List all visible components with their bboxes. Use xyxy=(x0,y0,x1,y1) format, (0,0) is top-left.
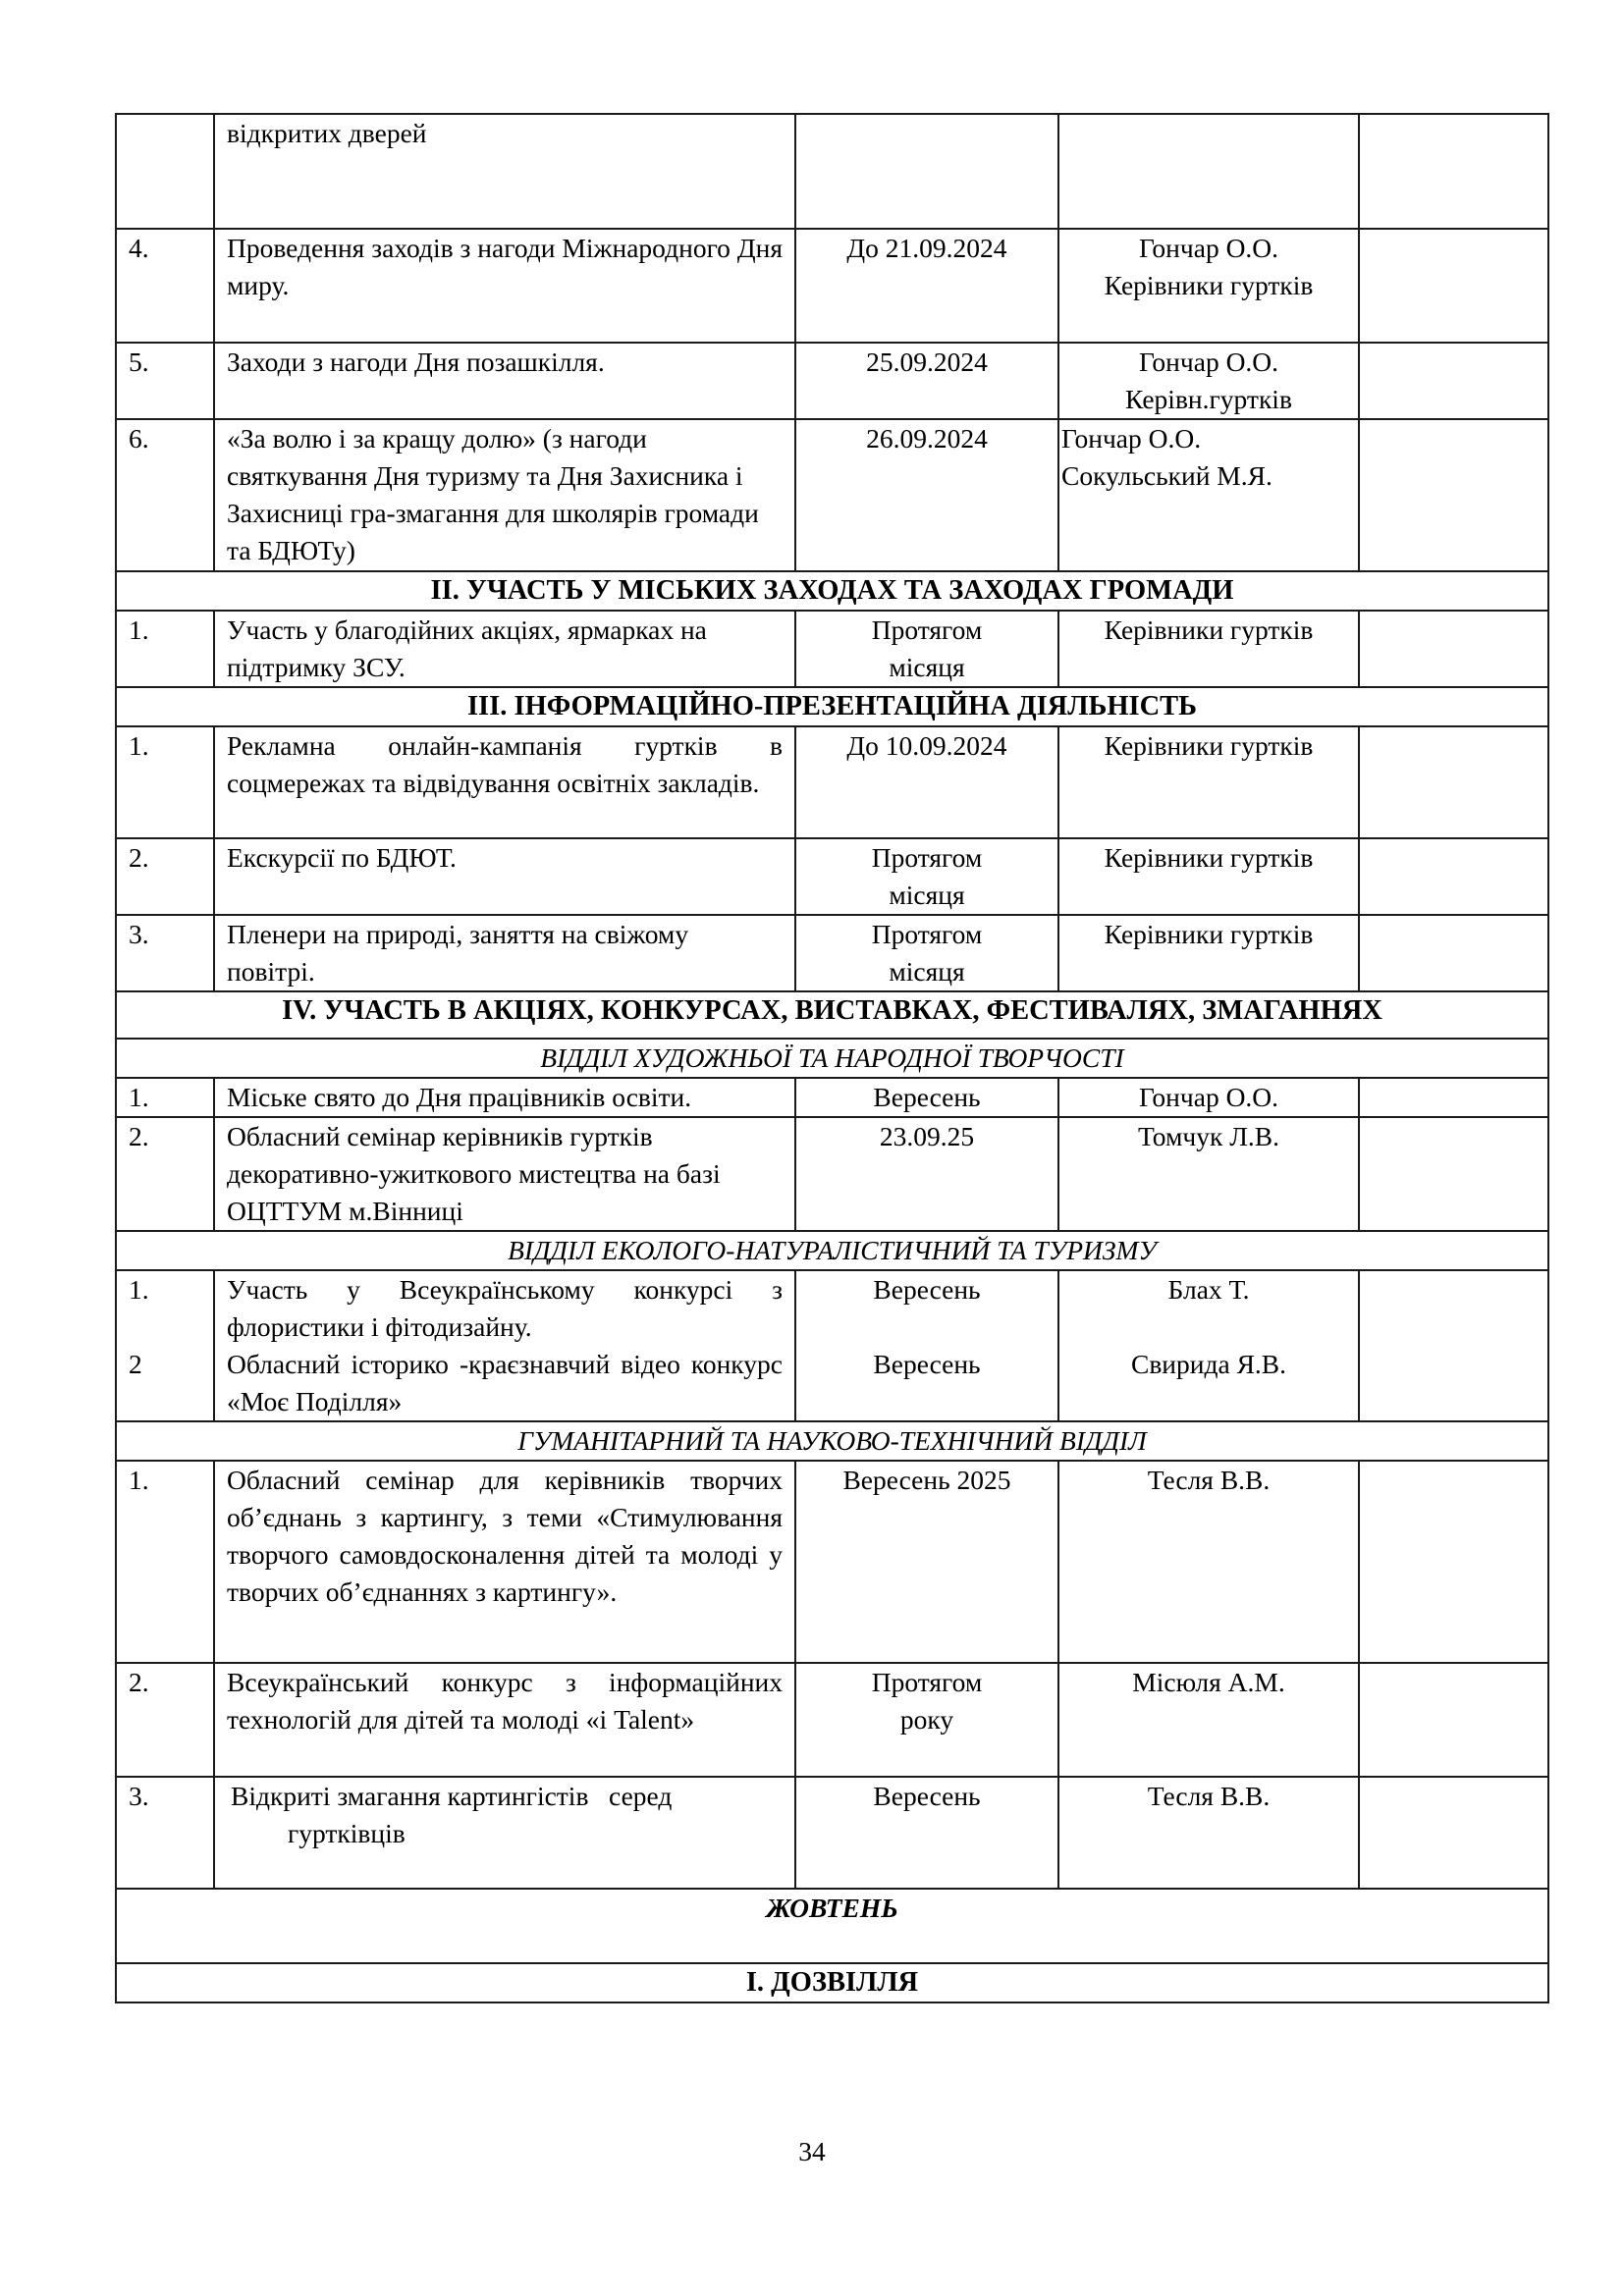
row-number xyxy=(116,1270,214,1421)
event-title: Рекламна онлайн-кампанія гуртків в соцмережах та відвідування освітніх закладів. xyxy=(214,726,795,838)
section-heading-row xyxy=(116,991,1548,1039)
note-cell xyxy=(1359,1078,1548,1117)
activity-plan-table xyxy=(115,113,1549,2003)
event-title: Пленери на природі, заняття на свіжому повітрі. xyxy=(214,915,795,991)
date-line: місяця xyxy=(889,880,965,910)
row-number: 3. xyxy=(116,915,214,991)
event-date: 25.09.2024 xyxy=(795,343,1058,419)
event-title: Участь у благодійних акціях, ярмарках на підтримку ЗСУ. xyxy=(214,611,795,687)
event-title: «За волю і за кращу долю» (з нагоди святкування Дня туризму та Дня Захисника і Захисниці гра-змагання для школярів громади та БДЮТу) xyxy=(214,419,795,571)
table-row xyxy=(116,726,1548,838)
department-heading-row xyxy=(116,1039,1548,1078)
note-cell xyxy=(1359,1270,1548,1421)
event-title: Обласний семінар для керівників творчих об’єднань з картингу, з теми «Стимулювання творчого самовдосконалення дітей та молоді у творчих об’єднаннях з картингу». xyxy=(214,1461,795,1663)
row-number: 1. xyxy=(116,1078,214,1117)
table-row xyxy=(116,229,1548,343)
department-heading: ГУМАНІТАРНИЙ ТА НАУКОВО-ТЕХНІЧНИЙ ВІДДІЛ xyxy=(116,1421,1548,1461)
table-row xyxy=(116,838,1548,915)
note-cell xyxy=(1359,611,1548,687)
event-title xyxy=(214,1777,795,1889)
table-row xyxy=(116,915,1548,991)
responsible: Тесля В.В. xyxy=(1058,1777,1359,1889)
responsible-line: Свирида Я.В. xyxy=(1130,1349,1287,1379)
row-number: 1. xyxy=(116,611,214,687)
event-title: Міське свято до Дня працівників освіти. xyxy=(214,1078,795,1117)
note-cell xyxy=(1359,1777,1548,1889)
month-heading: ЖОВТЕНЬ xyxy=(116,1889,1548,1963)
responsible-line: Гончар О.О. xyxy=(1061,423,1202,454)
event-date xyxy=(795,114,1058,229)
table-row xyxy=(116,1777,1548,1889)
section-heading: І. ДОЗВІЛЛЯ xyxy=(116,1963,1548,2002)
department-heading-row xyxy=(116,1421,1548,1461)
page-number: 34 xyxy=(798,2136,826,2166)
row-number: 2. xyxy=(116,1117,214,1231)
responsible: Керівники гуртків xyxy=(1058,915,1359,991)
responsible-line: Керівн.гуртків xyxy=(1125,384,1292,414)
event-title: Всеукраїнський конкурс з інформаційних технологій для дітей та молоді «і Talent» xyxy=(214,1663,795,1777)
date-line: Протягом xyxy=(871,1667,983,1697)
date-line: року xyxy=(899,1704,954,1735)
event-date xyxy=(795,1663,1058,1777)
event-date: До 21.09.2024 xyxy=(795,229,1058,343)
section-heading-row xyxy=(116,1963,1548,2002)
event-title-line: Участь у Всеукраїнському конкурсі з флористики і фітодизайну. xyxy=(227,1274,783,1342)
note-cell xyxy=(1359,838,1548,915)
row-number xyxy=(116,114,214,229)
responsible-line: Гончар О.О. xyxy=(1138,347,1279,377)
event-title: Проведення заходів з нагоди Міжнародного Дня миру. xyxy=(214,229,795,343)
event-date xyxy=(795,1270,1058,1421)
section-heading: ІІІ. ІНФОРМАЦІЙНО-ПРЕЗЕНТАЦІЙНА ДІЯЛЬНІСТЬ xyxy=(116,687,1548,726)
table-row xyxy=(116,419,1548,571)
note-cell xyxy=(1359,343,1548,419)
responsible xyxy=(1058,419,1359,571)
responsible: Тесля В.В. xyxy=(1058,1461,1359,1663)
note-cell xyxy=(1359,915,1548,991)
event-date xyxy=(795,611,1058,687)
department-heading: ВІДДІЛ ХУДОЖНЬОЇ ТА НАРОДНОЇ ТВОРЧОСТІ xyxy=(116,1039,1548,1078)
responsible-line: Сокульський М.Я. xyxy=(1061,460,1272,491)
event-date xyxy=(795,915,1058,991)
event-date: Вересень xyxy=(795,1777,1058,1889)
event-title: Заходи з нагоди Дня позашкілля. xyxy=(214,343,795,419)
responsible: Гончар О.О. xyxy=(1058,1078,1359,1117)
table-row xyxy=(116,1663,1548,1777)
row-number: 2. xyxy=(116,838,214,915)
date-line: Протягом xyxy=(871,842,983,873)
table-row xyxy=(116,1117,1548,1231)
department-heading: ВІДДІЛ ЕКОЛОГО-НАТУРАЛІСТИЧНИЙ ТА ТУРИЗМУ xyxy=(116,1231,1548,1270)
date-line: місяця xyxy=(889,652,965,682)
date-line: Протягом xyxy=(871,919,983,949)
event-title-line: Відкриті змагання картингістів серед xyxy=(231,1781,673,1811)
row-number: 2. xyxy=(116,1663,214,1777)
event-date: 26.09.2024 xyxy=(795,419,1058,571)
month-heading-row xyxy=(116,1889,1548,1963)
responsible xyxy=(1058,229,1359,343)
section-heading: IV. УЧАСТЬ В АКЦІЯХ, КОНКУРСАХ, ВИСТАВКАХ, ФЕСТИВАЛЯХ, ЗМАГАННЯХ xyxy=(116,991,1548,1039)
responsible-line: Гончар О.О. xyxy=(1138,233,1279,263)
note-cell xyxy=(1359,726,1548,838)
responsible xyxy=(1058,114,1359,229)
row-number: 6. xyxy=(116,419,214,571)
note-cell xyxy=(1359,1663,1548,1777)
note-cell xyxy=(1359,1117,1548,1231)
row-number-line: 2 xyxy=(129,1349,142,1379)
table-row xyxy=(116,611,1548,687)
event-date: До 10.09.2024 xyxy=(795,726,1058,838)
date-line: Протягом xyxy=(871,614,983,645)
table-row xyxy=(116,1461,1548,1663)
note-cell xyxy=(1359,229,1548,343)
date-line: Вересень xyxy=(873,1349,981,1379)
row-number: 5. xyxy=(116,343,214,419)
event-date xyxy=(795,838,1058,915)
table-row xyxy=(116,1270,1548,1421)
section-heading-row xyxy=(116,687,1548,726)
table-row xyxy=(116,114,1548,229)
responsible xyxy=(1058,1270,1359,1421)
responsible: Томчук Л.В. xyxy=(1058,1117,1359,1231)
responsible: Керівники гуртків xyxy=(1058,838,1359,915)
department-heading-row xyxy=(116,1231,1548,1270)
note-cell xyxy=(1359,1461,1548,1663)
responsible: Керівники гуртків xyxy=(1058,726,1359,838)
row-number-line: 1. xyxy=(129,1274,149,1305)
responsible-line: Керівники гуртків xyxy=(1104,270,1314,300)
responsible-line: Блах Т. xyxy=(1167,1274,1250,1305)
event-title-line: гуртківців xyxy=(288,1818,406,1848)
event-date: Вересень 2025 xyxy=(795,1461,1058,1663)
event-title: відкритих дверей xyxy=(214,114,795,229)
note-cell xyxy=(1359,419,1548,571)
responsible: Місюля А.М. xyxy=(1058,1663,1359,1777)
row-number: 4. xyxy=(116,229,214,343)
event-date: Вересень xyxy=(795,1078,1058,1117)
event-title: Екскурсії по БДЮТ. xyxy=(214,838,795,915)
row-number: 1. xyxy=(116,726,214,838)
date-line: місяця xyxy=(889,956,965,987)
table-row xyxy=(116,1078,1548,1117)
note-cell xyxy=(1359,114,1548,229)
event-date: 23.09.25 xyxy=(795,1117,1058,1231)
table-row xyxy=(116,343,1548,419)
row-number: 1. xyxy=(116,1461,214,1663)
date-line: Вересень xyxy=(873,1274,981,1305)
section-heading-row xyxy=(116,571,1548,611)
section-heading: ІІ. УЧАСТЬ У МІСЬКИХ ЗАХОДАХ ТА ЗАХОДАХ ГРОМАДИ xyxy=(116,571,1548,611)
event-title xyxy=(214,1270,795,1421)
responsible: Керівники гуртків xyxy=(1058,611,1359,687)
event-title: Обласний семінар керівників гуртків декоративно-ужиткового мистецтва на базі ОЦТТУМ м.Вінниці xyxy=(214,1117,795,1231)
row-number: 3. xyxy=(116,1777,214,1889)
event-title-line: Обласний історико -краєзнавчий відео конкурс «Моє Поділля» xyxy=(227,1349,783,1416)
responsible xyxy=(1058,343,1359,419)
